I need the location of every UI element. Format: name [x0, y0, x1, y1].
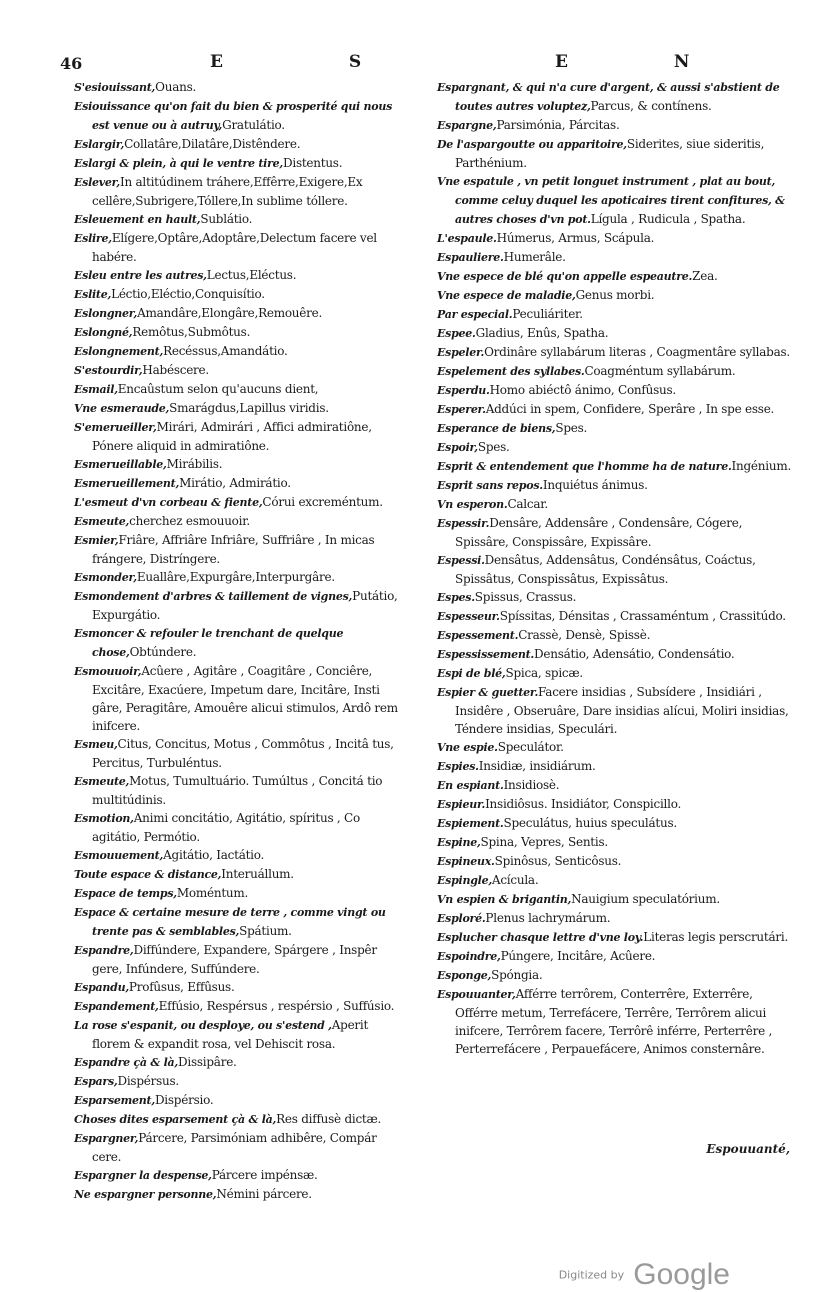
- entry-headword: Vne esmeraude,: [74, 402, 170, 415]
- dictionary-entry: [74, 361, 408, 380]
- dictionary-entry: [74, 1053, 408, 1072]
- dictionary-entry: [437, 419, 795, 438]
- dictionary-entry: [437, 664, 795, 683]
- entry-headword: Vn esperon.: [437, 498, 508, 511]
- dictionary-entry: [437, 966, 795, 985]
- dictionary-entry: [74, 662, 408, 735]
- entry-headword: Choses dites esparsement çà & là,: [74, 1113, 277, 1126]
- dictionary-entry: [74, 135, 408, 154]
- entry-latin-text: Facere insidias , Subsídere , Insidiári , Insidêre , Obseruâre, Dare insidias alícui, Moliri insidias, Téndere insidias, Speculári.: [455, 685, 789, 736]
- dictionary-entry: [437, 738, 795, 757]
- entry-headword: Espars,: [74, 1075, 118, 1088]
- entry-headword: Esmondement d'arbres & taillement de vignes,: [74, 590, 353, 603]
- entry-headword: Eslongné,: [74, 326, 133, 339]
- entry-latin-text: Gladius, Enûs, Spatha.: [475, 326, 609, 340]
- dictionary-entry: [437, 626, 795, 645]
- dictionary-entry: [437, 833, 795, 852]
- entry-latin-text: Recéssus,Amandátio.: [163, 344, 288, 358]
- dictionary-entry: [437, 909, 795, 928]
- entry-headword: Espineux.: [437, 855, 495, 868]
- entry-latin-text: Gratulátio.: [222, 118, 285, 132]
- entry-latin-text: Mirátio, Admirátio.: [179, 476, 291, 490]
- entry-headword: Espessissement.: [437, 648, 535, 661]
- entry-latin-text: Púngere, Incitâre, Acûere.: [500, 949, 656, 963]
- entry-latin-text: Motus, Tumultuário. Tumúltus , Concitá tio multitúdinis.: [92, 774, 383, 807]
- entry-headword: Esponge,: [437, 969, 492, 982]
- entry-headword: Espouuanter,: [437, 988, 516, 1001]
- entry-headword: Eslite,: [74, 288, 112, 301]
- dictionary-entry: [437, 871, 795, 890]
- entry-headword: Esprit & entendement que l'homme ha de nature.: [437, 460, 732, 473]
- entry-headword: Espessir.: [437, 517, 490, 530]
- entry-latin-text: Effúsio, Respérsus , respérsio , Suffúsio.: [158, 999, 395, 1013]
- dictionary-entry: [74, 210, 408, 229]
- dictionary-entry: [74, 266, 408, 285]
- dictionary-entry: [74, 1072, 408, 1091]
- entry-headword: Esmouuement,: [74, 849, 164, 862]
- dictionary-entry: [437, 814, 795, 833]
- running-head-right: E N: [555, 52, 740, 72]
- left-column: [74, 78, 408, 1204]
- entry-latin-text: Spina, Vepres, Sentis.: [480, 835, 608, 849]
- dictionary-entry: [437, 795, 795, 814]
- dictionary-entry: [74, 1110, 408, 1129]
- entry-headword: De l'aspargoutte ou apparitoire,: [437, 138, 627, 151]
- entry-headword: Esmail,: [74, 383, 118, 396]
- entry-headword: Esmerueillable,: [74, 458, 167, 471]
- dictionary-entry: [437, 267, 795, 286]
- entry-headword: Esmeu,: [74, 738, 118, 751]
- entry-headword: Espandre çà & là,: [74, 1056, 179, 1069]
- entry-latin-text: Spissus, Crassus.: [474, 590, 577, 604]
- entry-headword: En espiant.: [437, 779, 504, 792]
- entry-headword: Eslongnement,: [74, 345, 164, 358]
- entry-latin-text: cherchez esmouuoir.: [129, 514, 250, 528]
- entry-headword: L'esmeut d'vn corbeau & fiente,: [74, 496, 263, 509]
- entry-latin-text: Euallâre,Expurgâre,Interpurgâre.: [136, 570, 335, 584]
- entry-headword: S'estourdir,: [74, 364, 143, 377]
- entry-latin-text: Dissipâre.: [178, 1055, 237, 1069]
- dictionary-entry: [74, 323, 408, 342]
- entry-headword: La rose s'espanit, ou desploye, ou s'estend ,: [74, 1019, 332, 1032]
- entry-latin-text: Spes.: [555, 421, 588, 435]
- entry-headword: Espessi.: [437, 554, 485, 567]
- entry-headword: Esleuement en hault,: [74, 213, 201, 226]
- entry-latin-text: Spinôsus, Senticôsus.: [494, 854, 622, 868]
- entry-latin-text: Genus morbi.: [575, 288, 655, 302]
- dictionary-entry: [74, 903, 408, 941]
- dictionary-entry: [74, 399, 408, 418]
- entry-latin-text: Parcus, & contínens.: [590, 99, 712, 113]
- entry-headword: Espine,: [437, 836, 481, 849]
- entry-headword: Espelement des syllabes.: [437, 365, 585, 378]
- entry-latin-text: Inquiétus ánimus.: [542, 478, 648, 492]
- dictionary-entry: [437, 928, 795, 947]
- dictionary-entry: [437, 135, 795, 172]
- dictionary-entry: [437, 305, 795, 324]
- entry-headword: Vn espien & brigantin,: [437, 893, 572, 906]
- dictionary-entry: [74, 455, 408, 474]
- entry-headword: Espoir,: [437, 441, 478, 454]
- entry-latin-text: Insidiosè.: [503, 778, 560, 792]
- entry-latin-text: Afférre terrôrem, Conterrêre, Exterrêre, Offérre metum, Terrefácere, Terrêre, Terrôrem alicui inifcere, Terrôrem facere, Terrôrê inférre, Perterrêre , Perterrefácere , Perpauefácere, Animos consternâre.: [455, 987, 773, 1056]
- entry-headword: Esperance de biens,: [437, 422, 556, 435]
- entry-headword: Espingle,: [437, 874, 492, 887]
- dictionary-entry: [437, 172, 795, 229]
- dictionary-entry: [437, 495, 795, 514]
- dictionary-entry: [74, 380, 408, 399]
- entry-latin-text: Ordinâre syllabárum literas , Coagmentâre syllabas.: [484, 345, 790, 359]
- entry-latin-text: Plenus lachrymárum.: [485, 911, 611, 925]
- entry-latin-text: Addúci in spem, Confidere, Sperâre , In spe esse.: [485, 402, 775, 416]
- entry-latin-text: Nauigium speculatórium.: [571, 892, 720, 906]
- entry-headword: Espargner la despense,: [74, 1169, 212, 1182]
- entry-headword: Espee.: [437, 327, 476, 340]
- entry-latin-text: Lígula , Rudicula , Spatha.: [590, 212, 746, 226]
- page-number: 46: [60, 54, 83, 73]
- entry-latin-text: Citus, Concitus, Motus , Commôtus , Incitâ tus, Percitus, Turbuléntus.: [92, 737, 394, 770]
- dictionary-entry: [74, 1091, 408, 1110]
- dictionary-entry: [437, 248, 795, 267]
- dictionary-entry: [74, 512, 408, 531]
- entry-headword: Espargnant, & qui n'a cure d'argent, & aussi s'abstient de toutes autres voluptez,: [437, 81, 780, 113]
- entry-latin-text: Spes.: [477, 440, 510, 454]
- entry-headword: Espandre,: [74, 944, 134, 957]
- entry-latin-text: Léctio,Eléctio,Conquisítio.: [111, 287, 265, 301]
- entry-headword: Espace & certaine mesure de terre , comme vingt ou trente pas & semblables,: [74, 906, 386, 938]
- entry-latin-text: Densátio, Adensátio, Condensátio.: [534, 647, 735, 661]
- entry-headword: S'esiouissant,: [74, 81, 156, 94]
- entry-latin-text: Némini párcere.: [216, 1187, 312, 1201]
- entry-latin-text: Ouans.: [155, 80, 197, 94]
- entry-headword: Par especial.: [437, 308, 513, 321]
- dictionary-entry: [437, 476, 795, 495]
- entry-latin-text: Remôtus,Submôtus.: [132, 325, 251, 339]
- entry-latin-text: Siderites, siue sideritis, Parthénium.: [455, 137, 765, 170]
- entry-headword: Eslargir,: [74, 138, 125, 151]
- entry-headword: L'espaule.: [437, 232, 497, 245]
- entry-headword: Espauliere.: [437, 251, 504, 264]
- entry-headword: Esleu entre les autres,: [74, 269, 207, 282]
- entry-headword: Vne espatule , vn petit longuet instrument , plat au bout, comme celuy duquel les apoticaires tirent confitures, & autres choses d'vn pot.: [437, 175, 785, 226]
- dictionary-entry: [437, 78, 795, 116]
- dictionary-entry: [437, 551, 795, 588]
- entry-latin-text: Habéscere.: [142, 363, 209, 377]
- entry-latin-text: Speculátor.: [497, 740, 564, 754]
- entry-latin-text: Mirári, Admirári , Affici admiratiône, Pónere aliquid in admiratiône.: [92, 420, 372, 453]
- entry-headword: Espiement.: [437, 817, 504, 830]
- dictionary-entry: [74, 285, 408, 304]
- dictionary-entry: [437, 457, 795, 476]
- entry-latin-text: Friâre, Affriâre Infriâre, Suffriâre , In micas frángere, Distríngere.: [92, 533, 375, 566]
- dictionary-entry: [437, 890, 795, 909]
- dictionary-entry: [74, 809, 408, 846]
- dictionary-entry: [74, 941, 408, 978]
- entry-latin-text: Acûere , Agitâre , Coagitâre , Conciêre, Excitâre, Exacúere, Impetum dare, Incitâre, Insti gâre, Peragitâre, Amouêre alicui stimulos, Ardô rem inifcere.: [92, 664, 398, 733]
- dictionary-entry: [437, 588, 795, 607]
- dictionary-entry: [74, 865, 408, 884]
- entry-headword: Vne espie.: [437, 741, 498, 754]
- entry-headword: Esperer.: [437, 403, 486, 416]
- dictionary-entry: [437, 400, 795, 419]
- entry-latin-text: Agitátio, Iactátio.: [163, 848, 265, 862]
- entry-latin-text: Distentus.: [282, 156, 343, 170]
- entry-headword: S'emerueiller,: [74, 421, 157, 434]
- dictionary-entry: [437, 343, 795, 362]
- right-column: [437, 78, 795, 1058]
- entry-latin-text: Spíssitas, Dénsitas , Crassaméntum , Crassitúdo.: [499, 609, 786, 623]
- entry-headword: Esmier,: [74, 534, 119, 547]
- entry-latin-text: Animi concitátio, Agitátio, spíritus , Co agitátio, Permótio.: [92, 811, 360, 844]
- entry-headword: Vne espece de maladie,: [437, 289, 576, 302]
- entry-headword: Eslire,: [74, 232, 112, 245]
- dictionary-entry: [74, 1185, 408, 1204]
- entry-latin-text: Dispérsus.: [117, 1074, 179, 1088]
- entry-latin-text: Crassè, Densè, Spissè.: [518, 628, 651, 642]
- entry-headword: Eslargi & plein, à qui le ventre tire,: [74, 157, 283, 170]
- entry-headword: Espargner,: [74, 1132, 139, 1145]
- entry-headword: Esmouuoir,: [74, 665, 142, 678]
- dictionary-entry: [437, 514, 795, 551]
- entry-latin-text: Lectus,Eléctus.: [206, 268, 297, 282]
- entry-headword: Esplucher chasque lettre d'vne loy.: [437, 931, 644, 944]
- entry-latin-text: Amandâre,Elongâre,Remouêre.: [137, 306, 323, 320]
- dictionary-entry: [74, 493, 408, 512]
- entry-headword: Esploré.: [437, 912, 486, 925]
- dictionary-entry: [74, 587, 408, 624]
- entry-headword: Esmeute,: [74, 775, 130, 788]
- entry-headword: Espieur.: [437, 798, 486, 811]
- entry-latin-text: Calcar.: [507, 497, 548, 511]
- entry-latin-text: Collatâre,Dilatâre,Distêndere.: [124, 137, 301, 151]
- dictionary-entry: [74, 624, 408, 662]
- dictionary-entry: [437, 607, 795, 626]
- entry-latin-text: Húmerus, Armus, Scápula.: [496, 231, 655, 245]
- entry-latin-text: Speculátus, huius speculátus.: [503, 816, 677, 830]
- dictionary-entry: [437, 683, 795, 738]
- entry-latin-text: Obtúndere.: [129, 645, 197, 659]
- entry-headword: Ne espargner personne,: [74, 1188, 217, 1201]
- dictionary-entry: [437, 645, 795, 664]
- entry-latin-text: Dispérsio.: [154, 1093, 214, 1107]
- entry-headword: Esmotion,: [74, 812, 134, 825]
- dictionary-entry: [437, 116, 795, 135]
- dictionary-entry: [437, 438, 795, 457]
- entry-headword: Esperdu.: [437, 384, 490, 397]
- catchword: Espouuanté,: [706, 1142, 790, 1156]
- entry-latin-text: Párcere impénsæ.: [211, 1168, 318, 1182]
- entry-headword: Espesseur.: [437, 610, 500, 623]
- dictionary-entry: [74, 884, 408, 903]
- entry-latin-text: Ingénium.: [731, 459, 792, 473]
- dictionary-entry: [437, 985, 795, 1058]
- dictionary-entry: [74, 342, 408, 361]
- entry-headword: Espies.: [437, 760, 479, 773]
- dictionary-entry: [74, 997, 408, 1016]
- entry-latin-text: Aperit florem & expandit rosa, vel Dehiscit rosa.: [92, 1018, 369, 1051]
- dictionary-entry: [437, 286, 795, 305]
- dictionary-entry: [437, 381, 795, 400]
- entry-latin-text: Insidiæ, insidiárum.: [478, 759, 596, 773]
- dictionary-entry: [74, 846, 408, 865]
- entry-headword: Espace de temps,: [74, 887, 177, 900]
- entry-headword: Esmonder,: [74, 571, 137, 584]
- entry-headword: Espandu,: [74, 981, 129, 994]
- entry-headword: Esmerueillement,: [74, 477, 180, 490]
- entry-latin-text: Spátium.: [239, 924, 292, 938]
- dictionary-entry: [437, 852, 795, 871]
- dictionary-entry: [74, 568, 408, 587]
- dictionary-entry: [74, 1129, 408, 1166]
- entry-latin-text: Párcere, Parsimóniam adhibêre, Compár cere.: [92, 1131, 377, 1164]
- entry-headword: Espoindre,: [437, 950, 501, 963]
- entry-latin-text: Literas legis perscrutári.: [643, 930, 789, 944]
- entry-latin-text: Parsimónia, Párcitas.: [496, 118, 620, 132]
- dictionary-entry: [74, 531, 408, 568]
- dictionary-entry: [437, 362, 795, 381]
- dictionary-entry: [74, 735, 408, 772]
- entry-headword: Vne espece de blé qu'on appelle espeautre.: [437, 270, 693, 283]
- entry-latin-text: Interuállum.: [221, 867, 294, 881]
- entry-latin-text: Sublátio.: [200, 212, 253, 226]
- entry-latin-text: Diffúndere, Expandere, Spárgere , Inspêr gere, Infúndere, Suffúndere.: [92, 943, 377, 976]
- entry-headword: Esprit sans repos.: [437, 479, 543, 492]
- running-head-left: E S: [210, 52, 422, 72]
- entry-latin-text: Zea.: [692, 269, 718, 283]
- entry-latin-text: Spóngia.: [491, 968, 543, 982]
- dictionary-entry: [437, 229, 795, 248]
- dictionary-entry: [74, 173, 408, 210]
- entry-latin-text: Densâre, Addensâre , Condensâre, Cógere, Spissâre, Conspissâre, Expissâre.: [455, 516, 743, 549]
- entry-latin-text: Encaûstum selon qu'aucuns dient,: [117, 382, 319, 396]
- dictionary-entry: [74, 304, 408, 323]
- entry-latin-text: Córui excreméntum.: [262, 495, 383, 509]
- dictionary-entry: [437, 947, 795, 966]
- entry-headword: Esiouissance qu'on fait du bien & prosperité qui nous est venue ou à autruy,: [74, 100, 393, 132]
- entry-latin-text: Spica, spicæ.: [505, 666, 583, 680]
- entry-latin-text: Peculiáriter.: [512, 307, 583, 321]
- dictionary-entry: [437, 776, 795, 795]
- google-watermark: [559, 1258, 730, 1292]
- entry-latin-text: Densâtus, Addensâtus, Condénsâtus, Coáctus, Spissâtus, Conspissâtus, Expissâtus.: [455, 553, 756, 586]
- entry-headword: Espargne,: [437, 119, 497, 132]
- dictionary-entry: [74, 1166, 408, 1185]
- dictionary-entry: [74, 772, 408, 809]
- dictionary-entry: [74, 474, 408, 493]
- entry-headword: Toute espace & distance,: [74, 868, 222, 881]
- entry-headword: Esmeute,: [74, 515, 130, 528]
- dictionary-entry: [437, 324, 795, 343]
- entry-headword: Espeler.: [437, 346, 485, 359]
- entry-latin-text: Homo abiéctô ánimo, Confûsus.: [489, 383, 676, 397]
- dictionary-entry: [74, 1016, 408, 1053]
- dictionary-entry: [74, 154, 408, 173]
- entry-headword: Espandement,: [74, 1000, 159, 1013]
- dictionary-entry: [74, 229, 408, 266]
- entry-latin-text: Moméntum.: [176, 886, 249, 900]
- entry-latin-text: Humerâle.: [503, 250, 566, 264]
- google-logo: Google: [633, 1258, 730, 1291]
- entry-latin-text: In altitúdinem tráhere,Effêrre,Exigere,Ex cellêre,Subrigere,Tóllere,In sublime tóllere.: [92, 175, 363, 208]
- watermark-prefix: Digitized by: [558, 1268, 625, 1282]
- entry-headword: Espessement.: [437, 629, 519, 642]
- entry-headword: Esmoncer & refouler le trenchant de quelque chose,: [74, 627, 344, 659]
- entry-latin-text: Profûsus, Effûsus.: [128, 980, 235, 994]
- entry-latin-text: Coagméntum syllabárum.: [584, 364, 736, 378]
- entry-latin-text: Putátio, Expurgátio.: [92, 589, 398, 622]
- dictionary-entry: [74, 978, 408, 997]
- entry-latin-text: Smarágdus,Lapillus viridis.: [169, 401, 329, 415]
- entry-latin-text: Res diffusè dictæ.: [276, 1112, 382, 1126]
- dictionary-entry: [437, 757, 795, 776]
- entry-latin-text: Mirábilis.: [166, 457, 223, 471]
- dictionary-entry: [74, 97, 408, 135]
- entry-headword: Eslever,: [74, 176, 120, 189]
- dictionary-entry: [74, 418, 408, 455]
- entry-headword: Eslongner,: [74, 307, 138, 320]
- entry-latin-text: Elígere,Optâre,Adoptâre,Delectum facere vel habére.: [92, 231, 377, 264]
- entry-headword: Esparsement,: [74, 1094, 155, 1107]
- entry-headword: Espier & guetter.: [437, 686, 539, 699]
- entry-headword: Espi de blé,: [437, 667, 506, 680]
- entry-headword: Espes.: [437, 591, 475, 604]
- entry-latin-text: Insidiôsus. Insidiátor, Conspicillo.: [485, 797, 682, 811]
- dictionary-entry: [74, 78, 408, 97]
- entry-latin-text: Acícula.: [491, 873, 539, 887]
